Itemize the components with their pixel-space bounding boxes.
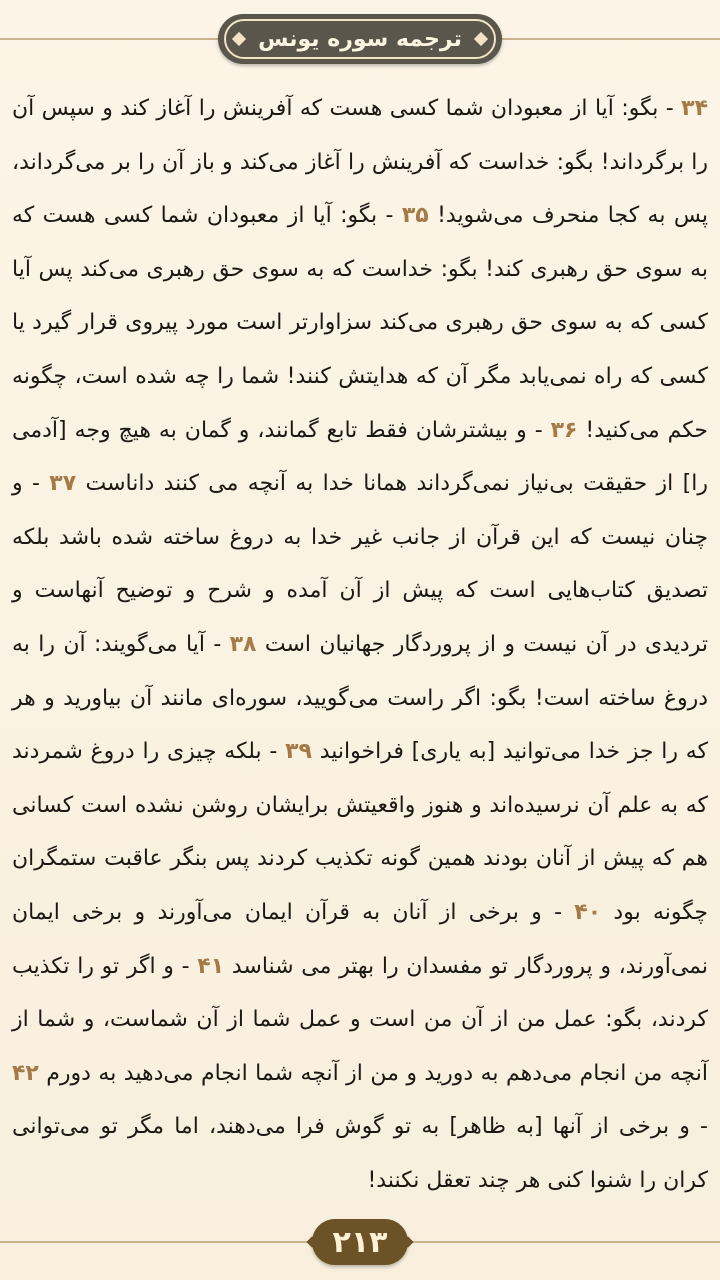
- page-number-badge: [312, 1219, 408, 1265]
- verse-number: ۳۶: [550, 417, 578, 443]
- verse-text: - آیا می‌گویند: آن را به دروغ ساخته است! بگو: اگر راست می‌گویید، سوره‌ای مانند آن بیاورید و هر که را جز خدا می‌توانید [به یاری] فراخوانید: [12, 631, 709, 765]
- verse-number: ۴۰: [574, 899, 602, 925]
- verse-number: ۳۸: [229, 631, 257, 657]
- page-number: ۲۱۳: [332, 1224, 388, 1260]
- verse-text: - و بیشترشان فقط تابع گمانند، و گمان به هیچ وجه [آدمی را] از حقیقت بی‌نیاز نمی‌گرداند همانا خدا به آنچه می کنند داناست: [12, 417, 708, 497]
- verse-text: - بگو: آیا از معبودان شما کسی هست که آفرینش را آغاز کند و سپس آن را برگرداند! بگو: خداست که آفرینش را آغاز می‌کند و باز آن را بر می‌گرداند، پس به کجا منحرف می‌شوید!: [12, 96, 708, 229]
- translation-text: [12, 82, 708, 1207]
- surah-title: ترجمه سوره یونس: [258, 26, 462, 52]
- verse-number: ۳۹: [285, 739, 312, 765]
- verse-text: - و چنان نیست که این قرآن از جانب غیر خدا به دروغ ساخته شده باشد بلکه تصدیق کتاب‌هایی است که پیش از آن آمده و شرح و توضیح آنهاست و تردیدی در آن نیست و از پروردگار جهانیان است: [12, 471, 708, 657]
- verse-text: - و برخی از آنان به قرآن ایمان می‌آورند و برخی ایمان نمی‌آورند، و پروردگار تو مفسدان را بهتر می شناسد: [12, 899, 708, 979]
- verse-text: - و برخی از آنها [به ظاهر] به تو گوش فرا می‌دهند، اما مگر تو می‌توانی کران را شنوا کنی هر چند تعقل نکنند!: [12, 1114, 708, 1193]
- verse-text: - بگو: آیا از معبودان شما کسی هست که به سوی حق رهبری کند! بگو: خداست که به سوی حق رهبری می‌کند پس آیا کسی که به سوی حق رهبری می‌کند سزاوارتر است مورد پیروی قرار گیرد یا کسی که راه نمی‌یابد مگر آن که هدایتش کنند! شما را چه شده است، چگونه حکم می‌کنید!: [12, 203, 708, 443]
- verse-text: - و اگر تو را تکذیب کردند، بگو: عمل من از آن من است و عمل شما از آن شماست، و شما از آنچه من انجام می‌دهم به دورید و من از آنچه شما انجام می‌دهید به دورم: [12, 953, 708, 1086]
- verse-text: - بلکه چیزی را دروغ شمردند که به علم آن نرسیده‌اند و هنوز واقعیتش برایشان روشن نشده است کسانی هم که پیش از آنان بودند همین گونه تکذیب کردند پس بنگر عاقبت ستمگران چگونه بود: [12, 739, 708, 925]
- verse-number: ۳۷: [49, 471, 77, 497]
- ornament-icon: [232, 32, 246, 46]
- surah-title-badge: [218, 14, 502, 64]
- ornament-icon: [402, 1236, 413, 1247]
- ornament-icon: [306, 1236, 317, 1247]
- verse-number: ۳۴: [681, 96, 708, 121]
- verse-number: ۴۱: [197, 953, 225, 979]
- verse-number: ۳۵: [401, 203, 429, 229]
- ornament-icon: [474, 32, 488, 46]
- verse-number: ۴۲: [12, 1060, 39, 1086]
